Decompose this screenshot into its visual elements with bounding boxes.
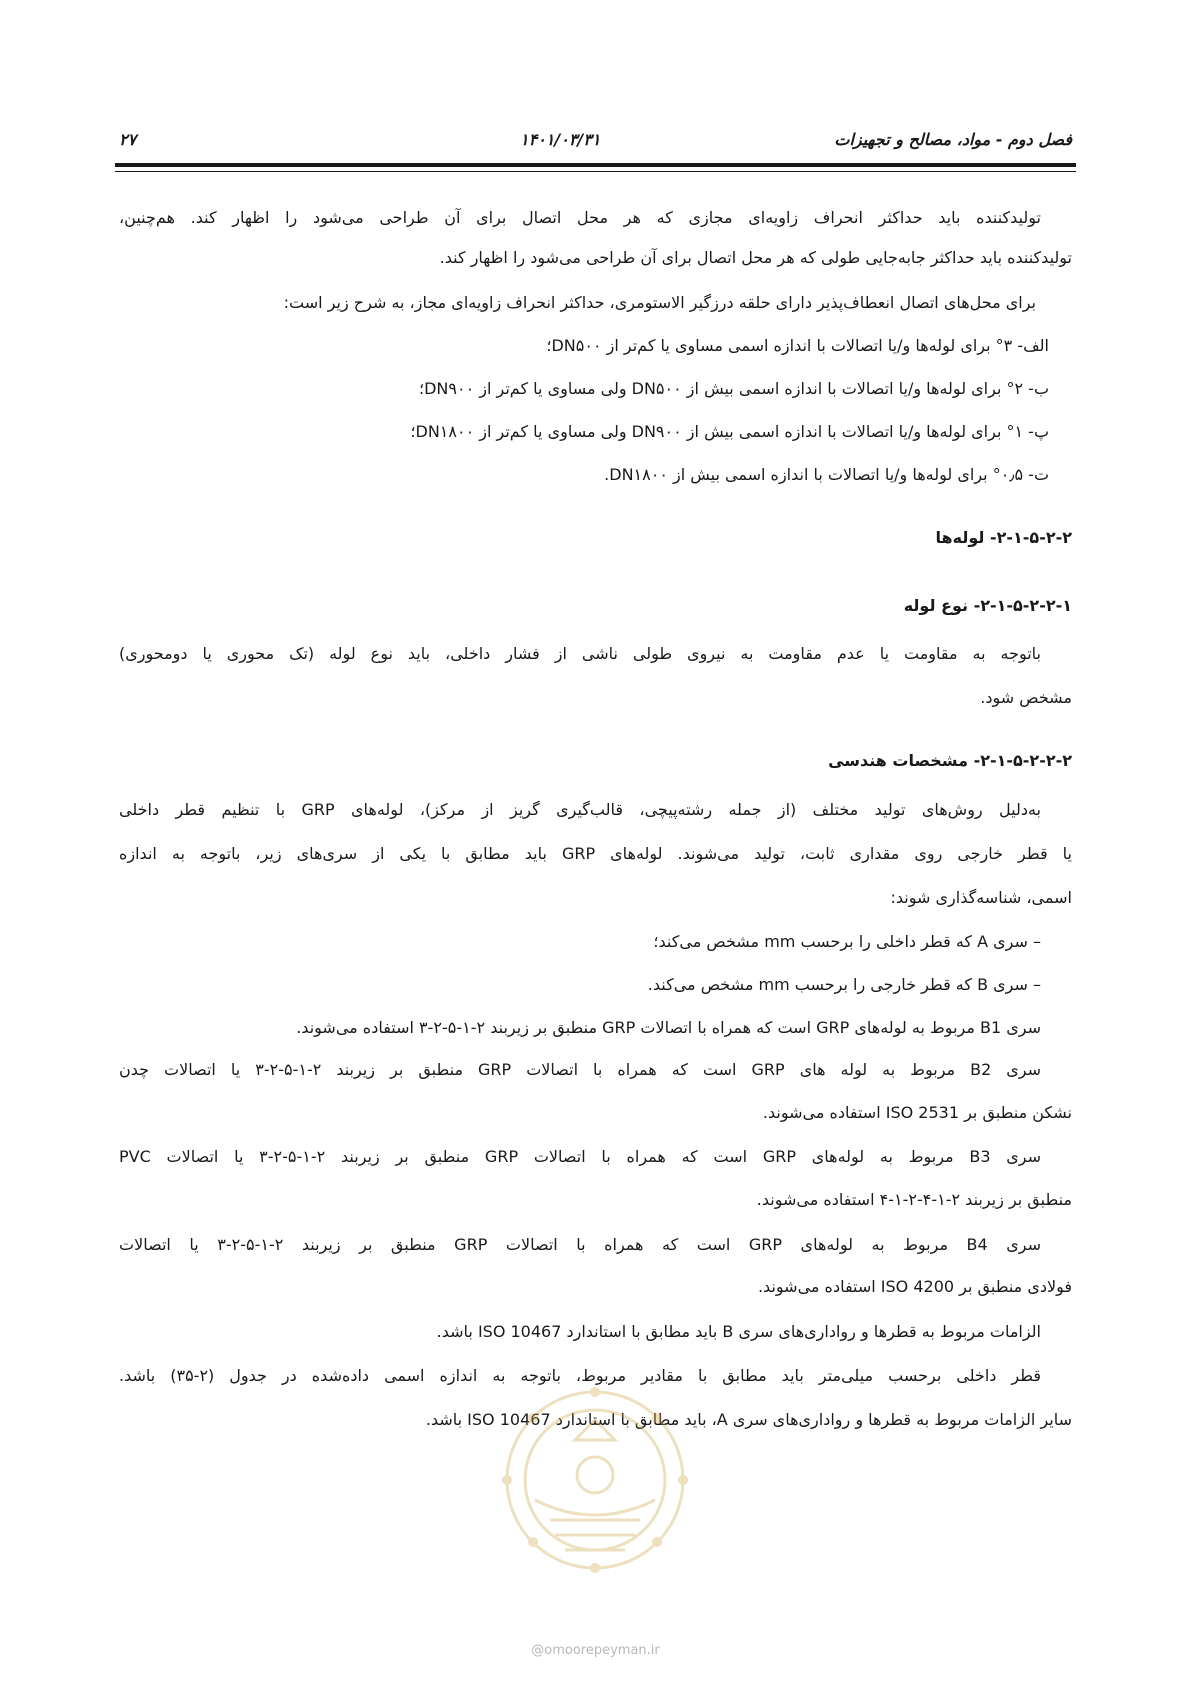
watermark-url: @omoorepeyman.ir [531, 1643, 660, 1658]
paragraph-line: نشکن منطبق بر ISO 2531 استفاده می‌شوند. [762, 1103, 1072, 1122]
dash-item: – سری A که قطر داخلی را برحسب mm مشخص می‌کند؛ [653, 932, 1041, 951]
paragraph-line: منطبق بر زیربند ۲-۱-۴-۲-۱-۴ استفاده می‌شوند. [756, 1190, 1072, 1209]
paragraph-line: الزامات مربوط به قطرها و رواداری‌های سری B باید مطابق با استاندارد ISO 10467 باشد. [436, 1322, 1041, 1341]
paragraph-line: تولیدکننده باید حداکثر انحراف زاویه‌ای مجازی که هر محل اتصال برای آن طراحی می‌شود را اظهار کند. هم‌چنین، [119, 208, 1041, 227]
watermark-seal-icon [495, 1380, 695, 1580]
page-number: ۲۷ [119, 130, 137, 149]
paragraph-line: سایر الزامات مربوط به قطرها و رواداری‌های سری A، باید مطابق با استاندارد ISO 10467 باشد. [425, 1410, 1072, 1429]
list-item: الف- ۳° برای لوله‌ها و/یا اتصالات با اندازه اسمی مساوی یا کم‌تر از DN۵۰۰؛ [546, 336, 1049, 355]
section-heading: ۲-۱-۵-۲-۲- لوله‌ها [935, 528, 1072, 547]
paragraph-line: به‌دلیل روش‌های تولید مختلف (از جمله رشته‌پیچی، قالب‌گیری گریز از مرکز)، لوله‌های GRP با تنظیم قطر داخلی [119, 800, 1042, 819]
list-item: پ- ۱° برای لوله‌ها و/یا اتصالات با اندازه اسمی بیش از DN۹۰۰ ولی مساوی یا کم‌تر از DN۱۸۰۰؛ [410, 422, 1049, 441]
header-rule-thin [115, 171, 1076, 172]
paragraph-line: برای محل‌های اتصال انعطاف‌پذیر دارای حلقه درزگیر الاستومری، حداکثر انحراف زاویه‌ای مجاز، به شرح زیر است: [283, 293, 1036, 312]
paragraph-line: قطر داخلی برحسب میلی‌متر باید مطابق با مقادیر مربوط، باتوجه به اندازه اسمی داده‌شده در جدول (۲-۳۵) باشد. [119, 1366, 1041, 1385]
header-rule-thick [115, 163, 1076, 167]
list-item: ت- ۰٫۵° برای لوله‌ها و/یا اتصالات با اندازه اسمی بیش از DN۱۸۰۰. [604, 465, 1049, 484]
chapter-title: فصل دوم - مواد، مصالح و تجهیزات [834, 130, 1072, 149]
header-date: ۱۴۰۱/۰۳/۳۱ [520, 130, 601, 149]
paragraph-line: سری B2 مربوط به لوله های GRP است که همراه با اتصالات GRP منطبق بر زیربند ۲-۱-۵-۲-۳ یا اتصالات چدن [119, 1060, 1042, 1079]
paragraph-line: فولادی منطبق بر ISO 4200 استفاده می‌شوند. [757, 1277, 1072, 1296]
paragraph-line: اسمی، شناسه‌گذاری شوند: [890, 888, 1072, 907]
paragraph-line: سری B4 مربوط به لوله‌های GRP است که همراه با اتصالات GRP منطبق بر زیربند ۲-۱-۵-۲-۳ یا اتصالات [119, 1235, 1041, 1254]
paragraph-line: باتوجه به مقاومت یا عدم مقاومت به نیروی طولی ناشی از فشار داخلی، باید نوع لوله (تک محوری یا دومحوری) [119, 644, 1041, 663]
paragraph-line: مشخص شود. [980, 688, 1072, 707]
paragraph-line: یا قطر خارجی روی مقداری ثابت، تولید می‌شوند. لوله‌های GRP باید مطابق با یکی از سری‌های زیر، باتوجه به اندازه [119, 844, 1072, 863]
section-heading: ۲-۱-۵-۲-۲-۱- نوع لوله [903, 596, 1072, 615]
section-heading: ۲-۱-۵-۲-۲-۲- مشخصات هندسی [828, 751, 1072, 770]
dash-item: – سری B که قطر خارجی را برحسب mm مشخص می‌کند. [647, 975, 1041, 994]
paragraph-line: سری B3 مربوط به لوله‌های GRP است که همراه با اتصالات GRP منطبق بر زیربند ۲-۱-۵-۲-۳ یا اتصالات PVC [119, 1147, 1042, 1166]
paragraph-line: تولیدکننده باید حداکثر جابه‌جایی طولی که هر محل اتصال برای آن طراحی می‌شود را اظهار کند. [439, 248, 1072, 267]
paragraph-line: سری B1 مربوط به لوله‌های GRP است که همراه با اتصالات GRP منطبق بر زیربند ۲-۱-۵-۲-۳ استفاده می‌شوند. [296, 1018, 1041, 1037]
list-item: ب- ۲° برای لوله‌ها و/یا اتصالات با اندازه اسمی بیش از DN۵۰۰ ولی مساوی یا کم‌تر از DN۹۰۰؛ [419, 379, 1049, 398]
